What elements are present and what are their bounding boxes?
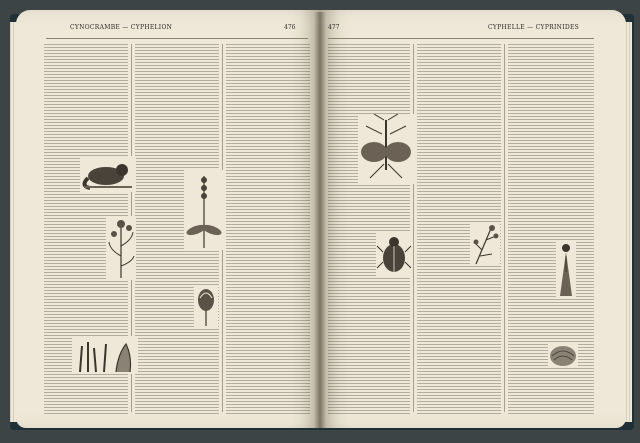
left-page xyxy=(16,10,320,428)
plant-specimens-illustration xyxy=(72,336,138,374)
beaver-illustration xyxy=(80,156,136,192)
right-page-header: CYPHELLE — CYPRINIDES xyxy=(488,24,580,31)
beetle-illustration xyxy=(376,232,412,278)
right-page-number: 477 xyxy=(328,24,340,31)
flowering-plant-illustration xyxy=(106,216,136,280)
standing-woman-illustration xyxy=(556,242,576,298)
mantis-insect-illustration xyxy=(358,114,414,184)
left-page-number: 476 xyxy=(284,24,296,31)
right-header-rule xyxy=(328,38,594,39)
branch-illustration xyxy=(470,222,500,266)
right-text-column-1 xyxy=(328,44,410,414)
right-page xyxy=(320,10,626,428)
book-gutter xyxy=(314,12,326,428)
left-text-column-3 xyxy=(226,44,310,414)
right-column-separator-1 xyxy=(413,44,414,412)
right-column-separator-2 xyxy=(504,44,505,412)
shell-illustration xyxy=(548,342,578,368)
left-header-rule xyxy=(46,38,308,39)
left-page-header: CYNOCRAMBE — CYPHELION xyxy=(70,24,173,31)
orchid-illustration xyxy=(184,170,224,250)
flower-bud-illustration xyxy=(194,286,218,328)
